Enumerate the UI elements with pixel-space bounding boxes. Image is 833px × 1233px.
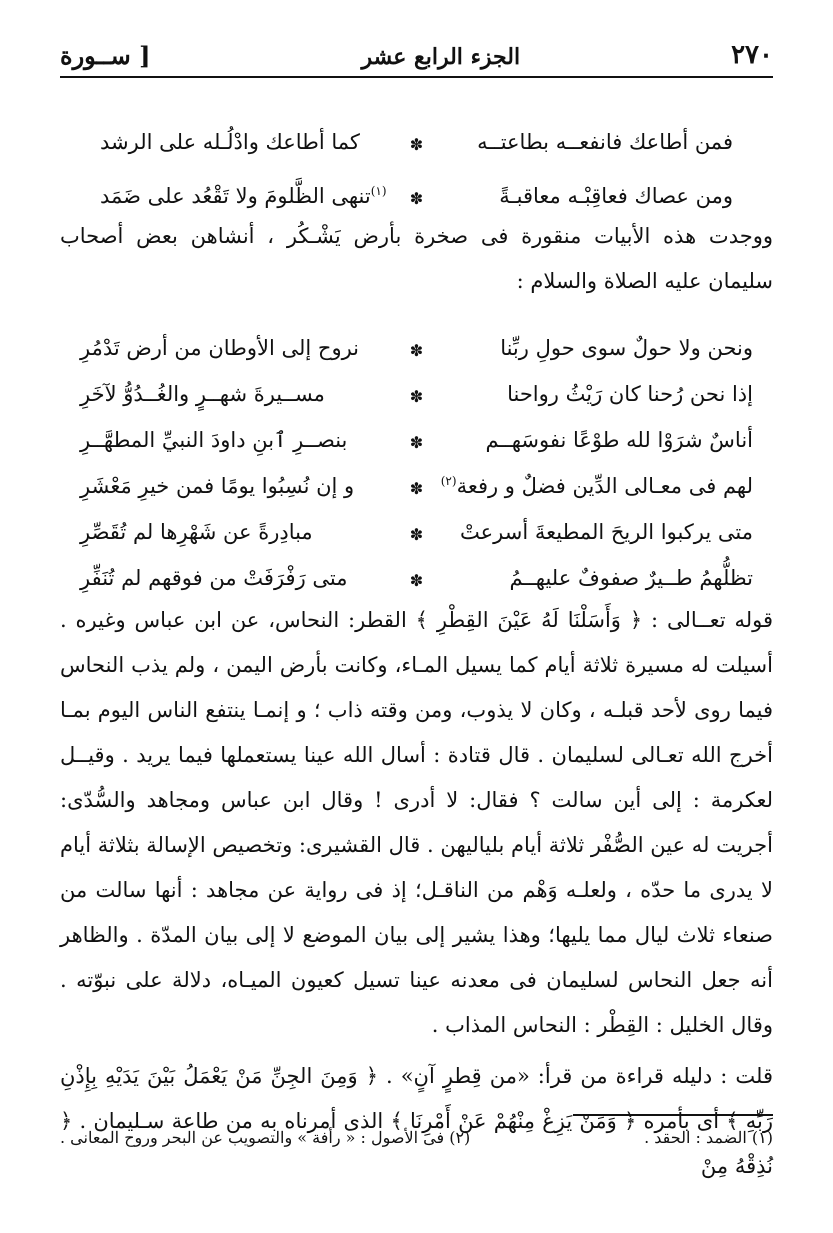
paragraph: قوله تعــالى : ﴿ وَأَسَلْنَا لَهُ عَيْنَ القِطْرِ ﴾ القطر: النحاس، عن ابن عباس وغيره . أسيلت له مسيرة ثلاثة أيام كما يسيل المـاء، وكانت بأرض اليمن ، ولم يذب النحاس فيما روى لأحد قبلـه ، وكان لا يذوب، ومن وقته ذاب ؛ و إنمـا ينتفع الناس اليوم بمـا أخرج الله تعـالى لسليمان . قال قتادة : أسال الله عينا يستعملها فيما يريد . وقيــل لعكرمة : إلى أين سالت ؟ فقال: لا أدرى ! وقال ابن عباس ومجاهد والسُّدّى: أجريت له عين الصُّفْر ثلاثة أيام بلياليهن . قال القشيرى: وتخصيص الإسالة بثلاثة أيام لا يدرى ما حدّه ، ولعلـه وَهْم من الناقـل؛ إذ فى رواية عن مجاهد : أنها سالت من صنعاء ثلاث ليال مما يليها؛ وهذا يشير إلى بيان الموضع لا إلى بيان المدّة . والظاهر أنه جعل النحاس لسليمان فى معدنه عينا تسيل كعيون الميـاه، دلالة على نبوّته . وقال الخليل : القِطْر : النحاس المذاب .: [60, 608, 773, 1037]
verse-separator: ✽: [409, 571, 424, 590]
verse-line: [80, 544, 753, 590]
footnote-1: (١) الضمد : الحقد .: [644, 1128, 773, 1147]
poem-2: [80, 314, 753, 590]
hemistich-first: ونحن ولا حولٌ سوى حولِ ربِّنا: [500, 336, 753, 360]
footnote-marker: (١): [370, 184, 387, 198]
verse-separator: ✽: [409, 189, 424, 208]
footnotes: [60, 1128, 773, 1147]
hemistich-second: مبادِرةً عن شَهْرِها لم تُقَصِّرِ: [80, 520, 313, 544]
hemistich-first: إذا نحن رُحنا كان رَيْثُ رواحنا: [507, 382, 753, 406]
hemistich-first: متى يركبوا الريحَ المطيعةَ أسرعتْ: [460, 520, 753, 544]
surah-heading: [ ســورة: [60, 41, 151, 70]
hemistich-second: مســيرةَ شهــرٍ والغُــدُوُّ لآخَرِ: [80, 382, 325, 406]
hemistich-first: [430, 474, 754, 498]
page-number: ٢٧٠: [731, 40, 773, 70]
paragraph-intro: [60, 214, 773, 304]
page-header: [60, 30, 773, 78]
hemistich-second: و إن نُسِبُوا يومًا فمن خيرِ مَعْشَرِ: [80, 474, 355, 498]
footnote-rule: [573, 1114, 773, 1116]
hemistich-first: فمن أطاعك فانفعــه بطاعتــه: [477, 130, 733, 154]
verse-separator: ✽: [409, 387, 424, 406]
hemistich-text: لهم فى معـالى الدِّين فضلٌ و رفعة: [456, 474, 753, 498]
hemistich-second: متى رَفْرَفَتْ من فوقهم لم تُنَفِّرِ: [80, 566, 348, 590]
footnote-marker: (٢): [440, 474, 457, 488]
verse-separator: ✽: [409, 433, 424, 452]
commentary: [60, 598, 773, 1189]
hemistich-first: تظلُّهمُ طــيرٌ صفوفٌ عليهــمُ: [509, 566, 753, 590]
verse-separator: ✽: [409, 479, 424, 498]
footnote-2: (٢) فى الأصول : « رأفة » والتصويب عن البحر وروح المعانى .: [60, 1128, 471, 1147]
verse-line: [80, 498, 753, 544]
page-body: [60, 100, 773, 1195]
hemistich-second: نروح إلى الأوطان من أرض تَدْمُرِ: [80, 336, 360, 360]
poem-1: [100, 100, 733, 208]
verse-separator: ✽: [409, 525, 424, 544]
hemistich-second: [100, 184, 404, 208]
hemistich-second: بنصــرِ ٱبنِ داودَ النبيِّ المطهَّــرِ: [80, 428, 348, 452]
verse-line: [80, 360, 753, 406]
verse-separator: ✽: [409, 341, 424, 360]
running-title: الجزء الرابع عشر: [361, 44, 521, 70]
verse-line: [80, 452, 753, 498]
paragraph: ووجدت هذه الأبيات منقورة فى صخرة بأرض يَشْـكُر ، أنشاهن بعض أصحاب سليمان عليه الصلاة والسلام :: [60, 224, 773, 293]
hemistich-first: أناسٌ شرَوْا لله طوْعًا نفوسَهــم: [485, 428, 753, 452]
verse-line: [100, 100, 733, 154]
verse-line: [80, 406, 753, 452]
hemistich-text: تنهى الظَّلومَ ولا تَقْعُد على ضَمَد: [100, 184, 371, 208]
hemistich-second: كما أطاعك وادْلُـله على الرشد: [100, 130, 360, 154]
hemistich-first: ومن عصاك فعاقِبْـه معاقبـةً: [499, 184, 733, 208]
verse-separator: ✽: [409, 135, 424, 154]
paragraph: قلت : دليله قراءة من قرأ: «من قِطرٍ آنٍ» . ﴿ وَمِنَ الجِنِّ مَنْ يَعْمَلُ بَيْنَ يَدَيْهِ بِإِذْنِ رَبِّهِ ﴾ أى بأمره ﴿ وَمَنْ يَزِغْ مِنْهُمْ عَنْ أَمْرِنَا ﴾ الذى أمرناه به من طاعة سـليمان . ﴿ نُذِقْهُ مِنْ: [60, 1064, 773, 1178]
verse-line: [100, 154, 733, 208]
verse-line: [80, 314, 753, 360]
